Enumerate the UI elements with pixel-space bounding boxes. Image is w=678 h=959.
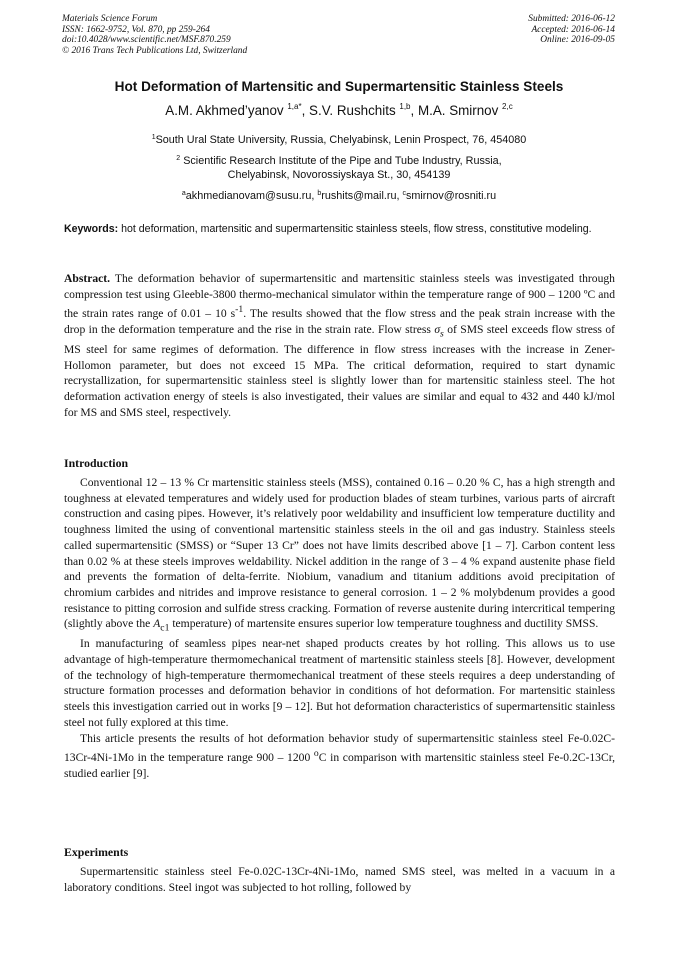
online-date: Online: 2016-09-05 bbox=[540, 35, 615, 46]
paragraph-text: This article presents the results of hot deformation behavior study of supermartensitic stainless steel Fe-0.02C-13Cr-4Ni-1Mo in the temperature range 900 – 1200 bbox=[64, 731, 615, 765]
paragraph-text: temperature) of martensite ensures superior low temperature toughness and ductility SMSS. bbox=[169, 617, 599, 631]
author-affiliation-mark: 2,c bbox=[502, 102, 513, 111]
paragraph: In manufacturing of seamless pipes near-net shaped products creates by hot rolling. This allows us to use advantage of high-temperature thermomechanical treatment of martensitic stainless steels [8]. However, development of the technology of high-temperature thermomechanical treatment of these steels requires a deep understanding of structure formation processes and deformation behavior in conditions of hot deformation. For martensitic stainless steels this investigation carried out in works [9 – 12]. But hot deformation characteristics of supermartensitic stainless steel not fully explored at this time. bbox=[64, 637, 615, 729]
journal-info bbox=[62, 14, 247, 56]
affiliation-2 bbox=[40, 152, 638, 182]
journal-name: Materials Science Forum bbox=[62, 14, 158, 24]
ac-subscript: c1 bbox=[160, 622, 170, 634]
author-affiliation-mark: 1,b bbox=[399, 102, 411, 111]
journal-issn: ISSN: 1662-9752, Vol. 870, pp 259-264 bbox=[62, 24, 210, 35]
affiliation-mark: 2 bbox=[176, 155, 181, 162]
paragraph-text: Conventional 12 – 13 % Cr martensitic stainless steels (MSS), contained 0.16 – 0.20 % C, has a high strength and toughness at elevated temperatures and widely used for production blades of steam turbines, various parts of aircraft construction and casing pipes. However, it’s relatively poor weldability and insufficient low temperature ductility and toughness limited the using of conventional martensitic stainless steels in the oil and gas industry. Stainless steels called supermartensitic (SMSS) or “Super 13 Cr” does not have limits described above [1 – 7]. Carbon content less than 0.02 % at these steels improves weldability. Nickel addition in the range of 3 – 4 % expand austenite phase field and prevents the formation of delta-ferrite. Niobium, vanadium and titanium additions avoid precipitation of chromium carbides and nitrides and improve resistance to general corrosion. 1 – 2 % molybdenum provides a good resistance to pitting corrosion and sulfide stress cracking. Formation of reverse austenite during intercritical tempering (slightly above the bbox=[64, 476, 615, 631]
experiments-body bbox=[64, 864, 615, 895]
email-link[interactable]: rushits@mail.ru, bbox=[321, 190, 400, 202]
author-emails bbox=[40, 187, 638, 203]
paragraph bbox=[64, 731, 615, 782]
section-heading-introduction: Introduction bbox=[64, 456, 129, 470]
affiliation-text: South Ural State University, Russia, Chelyabinsk, Lenin Prospect, 76, 454080 bbox=[155, 134, 527, 146]
abstract-text: The deformation behavior of supermartensitic and martensitic stainless steels was investigated through compression test using Gleeble-3800 thermo-mechanical simulator within the temperature range of 900 – 1200 ºC and the strain rates range of 0.01 – 10 s bbox=[64, 272, 615, 321]
affiliation-text: Scientific Research Institute of the Pipe and Tube Industry, Russia, bbox=[183, 155, 502, 167]
paper-title: Hot Deformation of Martensitic and Supermartensitic Stainless Steels bbox=[114, 79, 564, 94]
abstract-text: . The results showed that the flow stress and the peak strain increase with the drop in the deformation temperature and the rise in the strain rate. Flow stress bbox=[64, 307, 616, 336]
affiliation-1 bbox=[40, 131, 638, 147]
email-mark: a bbox=[181, 190, 186, 197]
accepted-date: Accepted: 2016-06-14 bbox=[531, 24, 615, 35]
exponent: -1 bbox=[235, 304, 244, 316]
abstract-text: of SMS steel exceeds flow stress of MS steel for same regimes of deformation. The difference in flow stress increases with the increase in Zener-Hollomon parameter, but does not exceed 15 MPa. The critical deformation, required to start dynamic recrystallization, for supermartensitic stainless steel is slightly lower than for martensitic stainless steel. The hot deformation activation energy of steels is also investigated, their values are similar and equal to 432 and 440 kJ/mol for MS and SMS steel, respectively. bbox=[64, 322, 615, 419]
paragraph: Supermartensitic stainless steel Fe-0.02C-13Cr-4Ni-1Mo, named SMS steel, was melted in a vacuum in a laboratory conditions. Steel ingot was subjected to hot rolling, followed by bbox=[64, 865, 615, 894]
paragraph bbox=[64, 475, 615, 636]
sigma-subscript: s bbox=[440, 328, 444, 340]
journal-copyright: © 2016 Trans Tech Publications Ltd, Switzerland bbox=[62, 45, 248, 56]
keywords-text: hot deformation, martensitic and supermartensitic stainless steels, flow stress, constitutive modeling. bbox=[121, 223, 592, 235]
sigma-symbol: σ bbox=[434, 322, 441, 336]
email-mark: c bbox=[402, 190, 406, 197]
ac-symbol: A bbox=[153, 617, 161, 631]
keywords-label: Keywords: bbox=[64, 223, 119, 235]
abstract-label: Abstract. bbox=[64, 272, 111, 285]
author-list: A.M. Akhmed’yanov $^{1,a*}$, S.V. Rushchits $^{1,b}$, M.A. Smirnov $^{2,c}$ bbox=[165, 102, 513, 118]
abstract bbox=[64, 271, 615, 421]
email-link[interactable]: smirnov@rosniti.ru bbox=[405, 190, 497, 202]
paragraph-text: C in comparison with martensitic stainless steel Fe-0.2C-13Cr, studied earlier [9]. bbox=[64, 751, 615, 780]
introduction-body bbox=[64, 475, 615, 782]
degree-mark: o bbox=[313, 748, 319, 760]
email-mark: b bbox=[317, 190, 322, 197]
author-name: M.A. Smirnov bbox=[417, 103, 499, 118]
author-affiliation-mark: 1,a* bbox=[287, 102, 302, 111]
publication-dates bbox=[528, 14, 615, 46]
affiliation-text: Chelyabinsk, Novorossiyskaya St., 30, 454139 bbox=[227, 169, 451, 181]
affiliation-mark: 1 bbox=[151, 134, 156, 141]
email-link[interactable]: akhmedianovam@susu.ru, bbox=[185, 190, 315, 202]
author-name: A.M. Akhmed’yanov bbox=[165, 103, 284, 118]
section-heading-experiments: Experiments bbox=[64, 845, 129, 859]
keywords bbox=[64, 222, 615, 237]
journal-doi: doi:10.4028/www.scientific.net/MSF.870.259 bbox=[62, 35, 231, 46]
submitted-date: Submitted: 2016-06-12 bbox=[528, 14, 615, 24]
author-name: S.V. Rushchits bbox=[309, 103, 396, 118]
